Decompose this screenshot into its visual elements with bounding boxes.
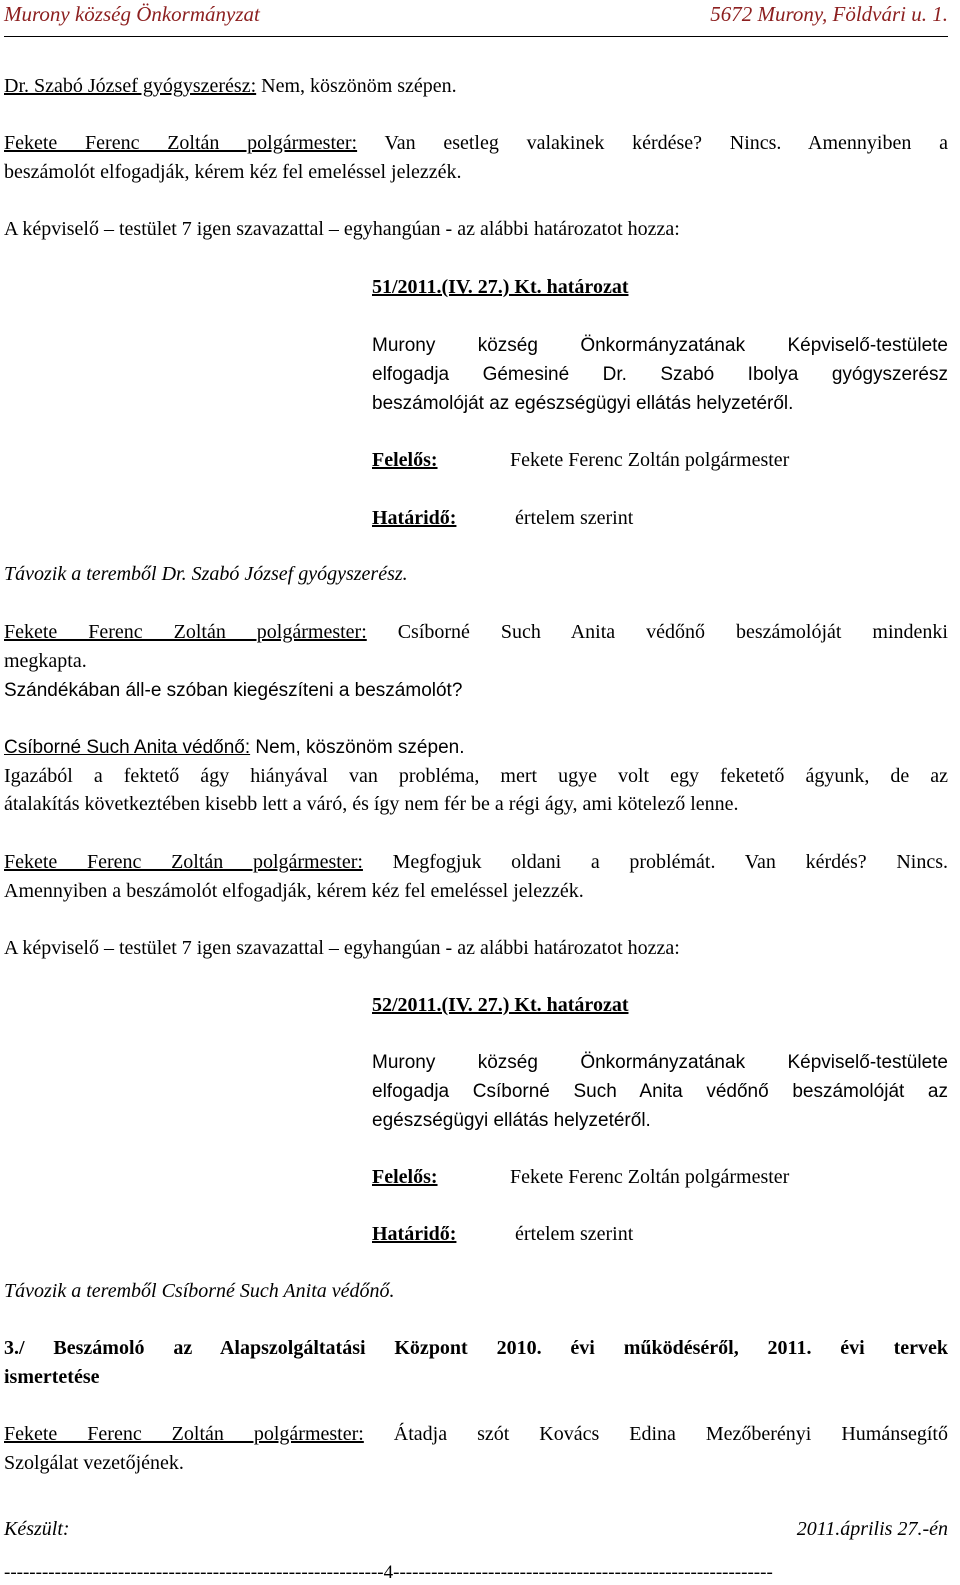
section-3-heading-line-2: ismertetése <box>4 1366 100 1388</box>
footer-dashes-left: ------------------------------------------------------------ <box>4 1562 384 1583</box>
paragraph-4-line-2: Igazából a fektető ágy hiányával van probléma, mert ugye volt egy feketető ágyunk, de az <box>4 765 948 787</box>
resolution-1-hatarido-label: Határidő: <box>372 507 457 529</box>
speaker-label: Fekete Ferenc Zoltán polgármester: <box>4 1423 364 1445</box>
paragraph-6-line-1 <box>4 1420 948 1449</box>
header-organization: Murony község Önkormányzat <box>4 2 260 26</box>
footer-date: 2011.április 27.-én <box>796 1518 948 1540</box>
speech-text: Nem, köszönöm szépen. <box>250 737 465 758</box>
paragraph-3-line-2: megkapta. <box>4 650 87 672</box>
footer-dashes-right: ------------------------------------------------------------ <box>393 1562 773 1583</box>
paragraph-1 <box>4 72 457 101</box>
resolution-2-line-3: egészségügyi ellátás helyzetéről. <box>372 1110 651 1131</box>
resolution-1-hatarido-value: értelem szerint <box>515 507 634 529</box>
vote-statement-1: A képviselő – testület 7 igen szavazattal – egyhangúan - az alábbi határozatot hozza: <box>4 218 680 240</box>
resolution-1-felelos-value: Fekete Ferenc Zoltán polgármester <box>510 449 790 471</box>
speech-text: Csíborné Such Anita védőnő beszámolóját mindenki <box>366 621 948 643</box>
leave-note-2: Távozik a teremből Csíborné Such Anita védőnő. <box>4 1280 395 1302</box>
speech-text: Nem, köszönöm szépen. <box>256 75 457 97</box>
resolution-2-hatarido-value: értelem szerint <box>515 1223 634 1245</box>
page-header <box>4 0 948 37</box>
paragraph-4-line-3: átalakítás következtében kisebb lett a váró, és így nem fér be a régi ágy, ami kötelező lenne. <box>4 793 739 815</box>
speaker-label: Dr. Szabó József gyógyszerész: <box>4 75 257 97</box>
paragraph-5-line-1 <box>4 848 948 877</box>
section-3-heading-line-1: 3./ Beszámoló az Alapszolgáltatási Központ 2010. évi működéséről, 2011. évi tervek <box>4 1337 948 1359</box>
speaker-label: Csíborné Such Anita védőnő: <box>4 737 251 758</box>
speaker-label: Fekete Ferenc Zoltán polgármester: <box>4 851 363 873</box>
footer-label: Készült: <box>4 1518 70 1540</box>
paragraph-6-line-2: Szolgálat vezetőjének. <box>4 1452 184 1474</box>
resolution-1-line-2: elfogadja Gémesiné Dr. Szabó Ibolya gyógyszerész <box>372 364 948 385</box>
page-number: 4 <box>383 1562 394 1583</box>
resolution-2-felelos-label: Felelős: <box>372 1166 438 1188</box>
vote-statement-2: A képviselő – testület 7 igen szavazattal – egyhangúan - az alábbi határozatot hozza: <box>4 937 680 959</box>
paragraph-2-line-1 <box>4 129 948 158</box>
resolution-2-line-2: elfogadja Csíborné Such Anita védőnő beszámolóját az <box>372 1081 948 1102</box>
footer-page-number-line <box>4 1561 948 1585</box>
resolution-1-line-1: Murony község Önkormányzatának Képviselő-testülete <box>372 335 948 356</box>
resolution-2-felelos-value: Fekete Ferenc Zoltán polgármester <box>510 1166 790 1188</box>
paragraph-3-line-3: Szándékában áll-e szóban kiegészíteni a beszámolót? <box>4 680 463 701</box>
speech-text: Átadja szót Kovács Edina Mezőberényi Humánsegítő <box>363 1423 948 1445</box>
paragraph-4-line-1 <box>4 733 464 762</box>
resolution-1-felelos-label: Felelős: <box>372 449 438 471</box>
speech-text: Van esetleg valakinek kérdése? Nincs. Amennyiben a <box>357 132 948 154</box>
resolution-2-title: 52/2011.(IV. 27.) Kt. határozat <box>372 994 629 1016</box>
leave-note-1: Távozik a teremből Dr. Szabó József gyógyszerész. <box>4 563 408 585</box>
speaker-label: Fekete Ferenc Zoltán polgármester: <box>4 621 367 643</box>
resolution-2-hatarido-label: Határidő: <box>372 1223 457 1245</box>
header-address: 5672 Murony, Földvári u. 1. <box>710 2 948 26</box>
paragraph-5-line-2: Amennyiben a beszámolót elfogadják, kérem kéz fel emeléssel jelezzék. <box>4 880 584 902</box>
speaker-label: Fekete Ferenc Zoltán polgármester: <box>4 132 358 154</box>
paragraph-3-line-1 <box>4 618 948 647</box>
resolution-1-title: 51/2011.(IV. 27.) Kt. határozat <box>372 276 629 298</box>
resolution-1-line-3: beszámolóját az egészségügyi ellátás helyzetéről. <box>372 393 794 414</box>
speech-text: Megfogjuk oldani a problémát. Van kérdés? Nincs. <box>362 851 948 873</box>
paragraph-2-line-2: beszámolót elfogadják, kérem kéz fel emeléssel jelezzék. <box>4 161 462 183</box>
resolution-2-line-1: Murony község Önkormányzatának Képviselő-testülete <box>372 1052 948 1073</box>
